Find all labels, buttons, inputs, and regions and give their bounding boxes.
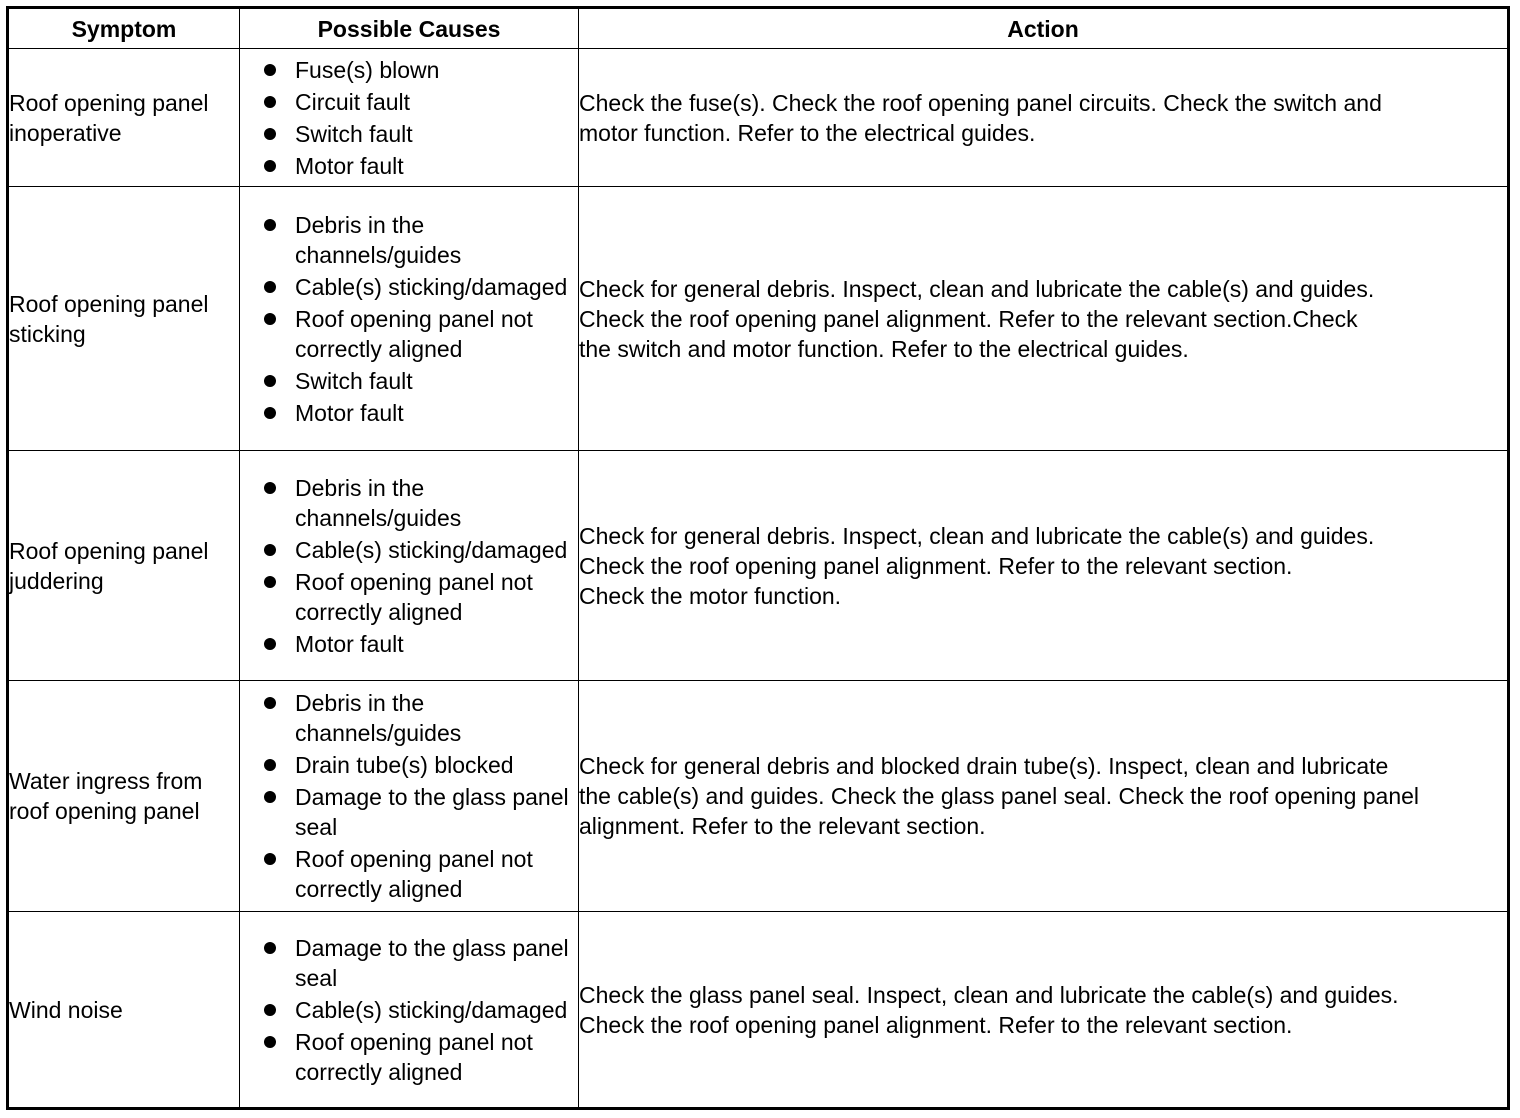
bullet-icon <box>264 96 276 108</box>
causes-cell <box>240 912 579 1109</box>
cause-text: Damage to the glass panel seal <box>295 934 569 991</box>
action-cell <box>579 681 1509 912</box>
bullet-icon <box>264 942 276 954</box>
table-row <box>8 681 1509 912</box>
table-row <box>8 187 1509 451</box>
cause-text: Motor fault <box>295 152 404 179</box>
cause-item <box>240 1027 578 1087</box>
header-possible-causes: Possible Causes <box>240 8 579 49</box>
table-body <box>8 49 1509 1109</box>
action-cell <box>579 451 1509 681</box>
bullet-icon <box>264 219 276 231</box>
bullet-icon <box>264 1036 276 1048</box>
symptom-cell: Roof opening panel inoperative <box>8 49 240 187</box>
cause-item <box>240 750 578 780</box>
cause-item <box>240 844 578 904</box>
cause-item <box>240 473 578 533</box>
causes-cell <box>240 49 579 187</box>
cause-text: Cable(s) sticking/damaged <box>295 536 568 563</box>
symptom-cell: Wind noise <box>8 912 240 1109</box>
bullet-icon <box>264 64 276 76</box>
table-row <box>8 451 1509 681</box>
cause-item <box>240 272 578 302</box>
bullet-icon <box>264 407 276 419</box>
cause-text: Switch fault <box>295 120 413 147</box>
cause-text: Roof opening panel not correctly aligned <box>295 846 533 902</box>
header-row <box>8 8 1509 49</box>
symptom-cell: Roof opening panel juddering <box>8 451 240 681</box>
bullet-icon <box>264 638 276 650</box>
cause-item <box>240 366 578 396</box>
bullet-icon <box>264 1004 276 1016</box>
bullet-icon <box>264 759 276 771</box>
cause-item <box>240 87 578 117</box>
bullet-icon <box>264 482 276 494</box>
action-text: Check the glass panel seal. Inspect, clean and lubricate the cable(s) and guides. Check the roof opening panel alignment. Refer to the relevant section. <box>579 981 1399 1038</box>
action-cell <box>579 187 1509 451</box>
cause-item <box>240 933 578 993</box>
cause-text: Circuit fault <box>295 88 411 115</box>
bullet-icon <box>264 160 276 172</box>
cause-text: Roof opening panel not correctly aligned <box>295 305 533 362</box>
action-text: Check for general debris and blocked drain tube(s). Inspect, clean and lubricate the cable(s) and guides. Check the glass panel seal. Check the roof opening panel alignment. Refer to the relevant section. <box>579 753 1420 839</box>
table-row <box>8 912 1509 1109</box>
cause-text: Cable(s) sticking/damaged <box>295 273 568 300</box>
diagnosis-table <box>6 6 1510 1110</box>
header-symptom: Symptom <box>8 8 240 49</box>
action-text: Check the fuse(s). Check the roof opening panel circuits. Check the switch and motor function. Refer to the electrical guides. <box>579 89 1382 146</box>
bullet-icon <box>264 853 276 865</box>
causes-list <box>240 55 578 181</box>
cause-text: Damage to the glass panel seal <box>295 784 569 840</box>
bullet-icon <box>264 281 276 293</box>
cause-item <box>240 55 578 85</box>
cause-text: Debris in the channels/guides <box>295 474 462 531</box>
action-text: Check for general debris. Inspect, clean and lubricate the cable(s) and guides. Check the roof opening panel alignment. Refer to the relevant section.Check the switch and motor function. Refer to the electrical guides. <box>579 275 1375 362</box>
cause-text: Drain tube(s) blocked <box>295 752 514 778</box>
cause-text: Motor fault <box>295 399 404 426</box>
causes-list <box>240 688 578 904</box>
cause-text: Cable(s) sticking/damaged <box>295 996 568 1023</box>
cause-text: Roof opening panel not correctly aligned <box>295 568 533 625</box>
cause-item <box>240 535 578 565</box>
causes-cell <box>240 187 579 451</box>
cause-item <box>240 629 578 659</box>
causes-cell <box>240 451 579 681</box>
causes-list <box>240 210 578 428</box>
header-action: Action <box>579 8 1509 49</box>
cause-item <box>240 119 578 149</box>
symptom-cell: Roof opening panel sticking <box>8 187 240 451</box>
cause-item <box>240 567 578 627</box>
bullet-icon <box>264 128 276 140</box>
table-row <box>8 49 1509 187</box>
cause-item <box>240 398 578 428</box>
action-text: Check for general debris. Inspect, clean and lubricate the cable(s) and guides. Check the roof opening panel alignment. Refer to the relevant section. Check the motor function. <box>579 522 1375 609</box>
cause-item <box>240 688 578 748</box>
cause-text: Debris in the channels/guides <box>295 690 462 746</box>
bullet-icon <box>264 313 276 325</box>
bullet-icon <box>264 791 276 803</box>
action-cell <box>579 49 1509 187</box>
cause-item <box>240 304 578 364</box>
action-cell <box>579 912 1509 1109</box>
cause-text: Switch fault <box>295 367 413 394</box>
cause-text: Roof opening panel not correctly aligned <box>295 1028 533 1085</box>
bullet-icon <box>264 576 276 588</box>
cause-text: Debris in the channels/guides <box>295 211 462 268</box>
bullet-icon <box>264 544 276 556</box>
cause-text: Fuse(s) blown <box>295 56 440 83</box>
symptom-cell: Water ingress from roof opening panel <box>8 681 240 912</box>
cause-item <box>240 151 578 181</box>
cause-item <box>240 210 578 270</box>
causes-list <box>240 473 578 659</box>
cause-text: Motor fault <box>295 630 404 657</box>
causes-cell <box>240 681 579 912</box>
bullet-icon <box>264 375 276 387</box>
cause-item <box>240 782 578 842</box>
cause-item <box>240 995 578 1025</box>
causes-list <box>240 933 578 1087</box>
bullet-icon <box>264 697 276 709</box>
